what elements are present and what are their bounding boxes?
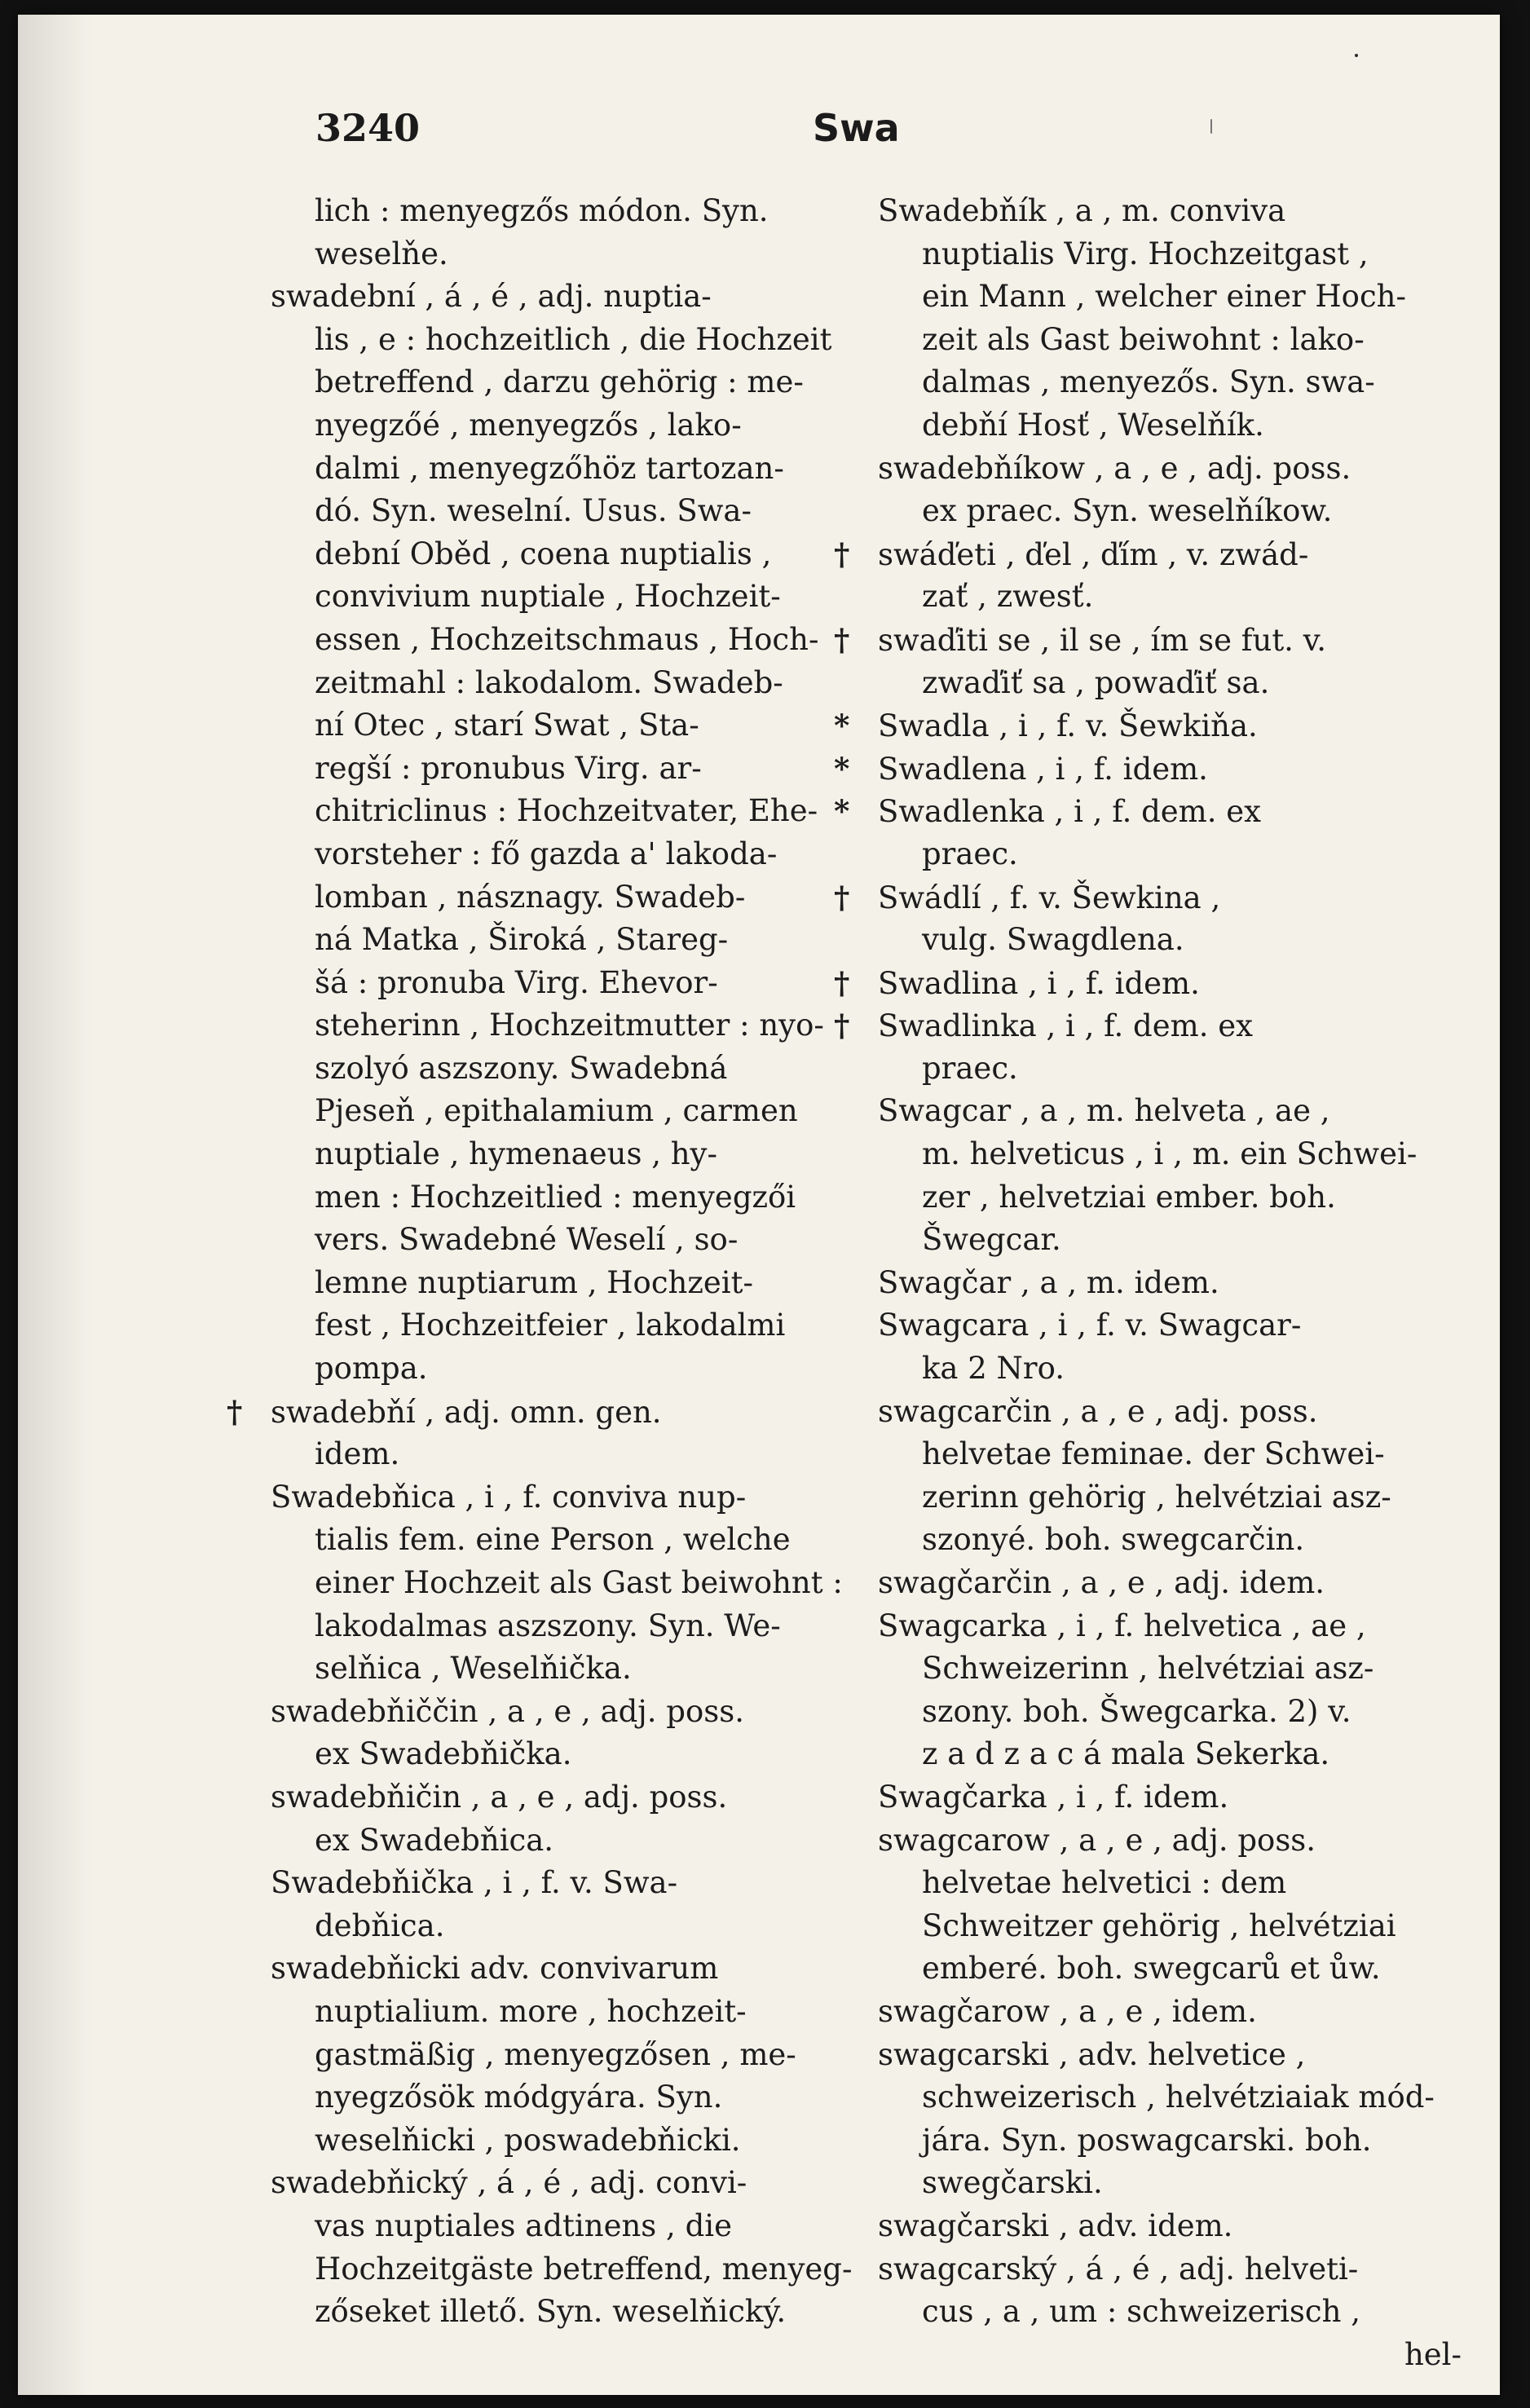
entry-text: swagcarčin , a , e , adj. poss. [878, 1393, 1318, 1429]
entry-line [878, 1905, 1465, 1948]
entry-line [271, 962, 858, 1005]
entry-text: debňí Hosť , Weselňík. [922, 407, 1264, 443]
entry-line [271, 1733, 858, 1776]
entry-line [271, 490, 858, 533]
entry-headline [271, 1947, 858, 1991]
entry-line [271, 1004, 858, 1047]
entry-text: szolyó aszszony. Swadebná [315, 1050, 728, 1086]
entry-headline [271, 2162, 858, 2205]
entry-headline [878, 1562, 1465, 1605]
entry-line [878, 1176, 1465, 1219]
entry-mark: † [834, 1008, 850, 1044]
entry-line [271, 1047, 858, 1091]
entry-line [878, 1476, 1465, 1519]
entry-text: Pjeseň , epithalamium , carmen [315, 1093, 798, 1129]
entry-text: Schweizerinn , helvétziai asz- [922, 1651, 1374, 1687]
entry-text: men : Hochzeitlied : menyegzői [315, 1179, 796, 1215]
entry-text: swadebňicki adv. convivarum [271, 1951, 719, 1987]
entry-line [878, 361, 1465, 404]
entry-text: swadebňičin , a , e , adj. poss. [271, 1779, 728, 1815]
entry-headline [878, 190, 1465, 233]
entry-text: helvetae feminae. der Schwei- [922, 1436, 1385, 1472]
entry-text: einer Hochzeit als Gast beiwohnt : [315, 1565, 843, 1600]
entry-line [271, 404, 858, 448]
entry-text: praec. [922, 1050, 1018, 1086]
entry-line [271, 1133, 858, 1176]
left-column [227, 190, 858, 2334]
ink-speck [1355, 54, 1358, 57]
entry-text: vers. Swadebné Weselí , so- [315, 1222, 739, 1258]
entry-text: Schweitzer gehörig , helvétziai [922, 1907, 1396, 1943]
entry-line [878, 919, 1465, 962]
entry-text: hel- [1404, 2336, 1462, 2372]
entry-text: Swagcara , i , f. v. Swagcar- [878, 1308, 1302, 1343]
entry-mark: † [834, 621, 850, 658]
entry-mark: † [834, 879, 850, 915]
entry-line [878, 490, 1465, 533]
entry-text: lomban , násznagy. Swadeb- [315, 879, 746, 915]
entry-text: zer , helvetziai ember. boh. [922, 1179, 1336, 1215]
entry-text: m. helveticus , i , m. ein Schwei- [922, 1136, 1418, 1172]
entry-line [878, 1519, 1465, 1562]
entry-text: Hochzeitgäste betreffend, menyeg- [315, 2251, 853, 2287]
entry-text: vas nuptiales adtinens , die [315, 2207, 732, 2243]
entry-mark: † [834, 964, 850, 1001]
entry-headline [271, 1776, 858, 1819]
entry-line [271, 1090, 858, 1133]
entry-text: ní Otec , starí Swat , Sta- [315, 708, 699, 743]
entry-text: betreffend , darzu gehörig : me- [315, 364, 804, 400]
entry-line [271, 576, 858, 619]
entry-headline [878, 1819, 1465, 1863]
entry-text: swagčarčin , a , e , adj. idem. [878, 1565, 1325, 1600]
entry-line [271, 748, 858, 791]
entry-mark: † [834, 536, 850, 572]
entry-line [271, 233, 858, 276]
entry-text: Swadla , i , f. v. Šewkiňa. [878, 708, 1258, 744]
guide-word: Swa [813, 106, 900, 150]
entry-text: szony. boh. Šwegcarka. 2) v. [922, 1693, 1351, 1729]
entry-line [878, 233, 1465, 276]
entry-text: Swadlenka , i , f. dem. ex [878, 794, 1262, 830]
entry-text: zať , zwesť. [922, 579, 1094, 615]
entry-line [271, 319, 858, 362]
entry-text: debňica. [315, 1907, 445, 1943]
entry-line [271, 919, 858, 962]
entry-text: ex praec. Syn. weselňíkow. [922, 493, 1333, 529]
dictionary-page [18, 15, 1500, 2395]
entry-text: swagcarski , adv. helvetice , [878, 2036, 1306, 2072]
entry-headline [878, 448, 1465, 491]
entry-text: ka 2 Nro. [922, 1351, 1065, 1387]
entry-line [271, 1647, 858, 1691]
entry-headline [834, 533, 1465, 576]
entry-line [878, 1862, 1465, 1905]
entry-line [271, 2119, 858, 2163]
right-column [834, 190, 1465, 2376]
entry-text: Swádlí , f. v. Šewkina , [878, 880, 1221, 915]
entry-line [878, 1133, 1465, 1176]
entry-text: swagcarow , a , e , adj. poss. [878, 1822, 1316, 1858]
entry-text: convivium nuptiale , Hochzeit- [315, 579, 781, 615]
entry-line [878, 1219, 1465, 1262]
entry-headline [878, 1605, 1465, 1648]
entry-line [271, 361, 858, 404]
entry-text: Swagčar , a , m. idem. [878, 1264, 1219, 1300]
entry-line [878, 1691, 1465, 1734]
entry-text: swadebňický , á , é , adj. convi- [271, 2165, 747, 2201]
entry-line [878, 1647, 1465, 1691]
entry-text: nuptialis Virg. Hochzeitgast , [922, 236, 1369, 271]
entry-line [878, 1433, 1465, 1476]
entry-headline [878, 1391, 1465, 1434]
entry-line [271, 190, 858, 233]
entry-text: vulg. Swagdlena. [922, 922, 1184, 958]
entry-text: z a d z a c á mala Sekerka. [922, 1736, 1330, 1772]
entry-headline [271, 1691, 858, 1734]
entry-line [271, 2034, 858, 2077]
entry-text: dó. Syn. weselní. Usus. Swa- [315, 493, 752, 529]
entry-headline [834, 748, 1465, 791]
entry-line [878, 2334, 1465, 2377]
entry-text: essen , Hochzeitschmaus , Hoch- [315, 621, 819, 657]
entry-line [878, 576, 1465, 619]
entry-text: schweizerisch , helvétziaiak mód- [922, 2079, 1435, 2115]
entry-text: šá : pronuba Virg. Ehevor- [315, 964, 718, 1000]
entry-line [271, 1304, 858, 1347]
entry-text: Swadlina , i , f. idem. [878, 965, 1200, 1001]
entry-line [271, 790, 858, 833]
entry-line [878, 2291, 1465, 2334]
entry-line [271, 533, 858, 576]
entry-mark: * [834, 750, 850, 787]
entry-text: Šwegcar. [922, 1222, 1061, 1258]
entry-text: dalmi , menyegzőhöz tartozan- [315, 450, 784, 486]
entry-text: jára. Syn. poswagcarski. boh. [922, 2122, 1372, 2158]
entry-text: Swadebňička , i , f. v. Swa- [271, 1865, 678, 1901]
entry-text: weselňicki , poswadebňicki. [315, 2122, 741, 2158]
entry-text: zeit als Gast beiwohnt : lako- [922, 321, 1365, 357]
entry-text: swadebňiččin , a , e , adj. poss. [271, 1693, 744, 1729]
entry-text: Swadebňík , a , m. conviva [878, 193, 1286, 228]
entry-headline [834, 619, 1465, 662]
entry-line [271, 2291, 858, 2334]
entry-headline [878, 2034, 1465, 2077]
entry-text: nyegzősök módgyára. Syn. [315, 2079, 723, 2115]
entry-text: Swagcarka , i , f. helvetica , ae , [878, 1608, 1366, 1643]
entry-headline [834, 962, 1465, 1005]
entry-line [271, 1605, 858, 1648]
entry-line [878, 1947, 1465, 1991]
entry-text: praec. [922, 836, 1018, 871]
entry-headline [271, 276, 858, 319]
entry-text: swaďiti se , il se , ím se fut. v. [878, 622, 1326, 658]
entry-line [271, 1176, 858, 1219]
entry-line [271, 448, 858, 491]
entry-text: szonyé. boh. swegcarčin. [922, 1522, 1305, 1558]
entry-headline [834, 704, 1465, 748]
entry-text: swadebňí , adj. omn. gen. [271, 1394, 662, 1430]
entry-headline [271, 1862, 858, 1905]
entry-headline [878, 1262, 1465, 1305]
entry-line [271, 876, 858, 920]
entry-headline [834, 876, 1465, 920]
entry-text: swagcarský , á , é , adj. helveti- [878, 2251, 1359, 2287]
entry-text: steherinn , Hochzeitmutter : nyo- [315, 1008, 824, 1043]
entry-headline [227, 1391, 858, 1434]
entry-line [878, 1047, 1465, 1091]
entry-line [878, 662, 1465, 705]
entry-mark: * [834, 708, 850, 744]
entry-line [271, 619, 858, 662]
entry-line [878, 319, 1465, 362]
entry-headline [834, 790, 1465, 833]
entry-line [878, 2119, 1465, 2163]
entry-text: Swadlinka , i , f. dem. ex [878, 1008, 1253, 1044]
entry-text: weselňe. [315, 236, 448, 271]
entry-text: regší : pronubus Virg. ar- [315, 750, 702, 786]
entry-text: dební Oběd , coena nuptialis , [315, 536, 772, 571]
entry-text: zwaďiť sa , powaďiť sa. [922, 664, 1270, 700]
entry-text: helvetae helvetici : dem [922, 1865, 1287, 1901]
entry-text: ná Matka , Široká , Stareg- [315, 922, 729, 958]
entry-text: cus , a , um : schweizerisch , [922, 2294, 1360, 2330]
entry-headline [878, 2205, 1465, 2248]
entry-line [271, 1819, 858, 1863]
entry-line [271, 833, 858, 876]
entry-text: swadební , á , é , adj. nuptia- [271, 279, 712, 315]
entry-line [271, 2248, 858, 2291]
entry-line [878, 1347, 1465, 1391]
page-number: 3240 [315, 106, 421, 150]
entry-text: gastmäßig , menyegzősen , me- [315, 2036, 796, 2072]
entry-line [878, 1733, 1465, 1776]
entry-line [271, 1991, 858, 2034]
entry-text: Swagcar , a , m. helveta , ae , [878, 1093, 1330, 1129]
entry-text: swadebňíkow , a , e , adj. poss. [878, 450, 1351, 486]
entry-mark: * [834, 793, 850, 830]
entry-line [271, 2076, 858, 2119]
entry-text: emberé. boh. swegcarů et ůw. [922, 1951, 1381, 1987]
entry-line [271, 704, 858, 748]
entry-line [878, 276, 1465, 319]
entry-line [271, 1519, 858, 1562]
entry-headline [834, 1004, 1465, 1047]
entry-headline [878, 1776, 1465, 1819]
entry-text: Swadlena , i , f. idem. [878, 751, 1208, 787]
entry-line [878, 2162, 1465, 2205]
entry-text: chitriclinus : Hochzeitvater, Ehe- [315, 793, 818, 829]
entry-line [271, 1262, 858, 1305]
entry-headline [878, 1991, 1465, 2034]
entry-text: tialis fem. eine Person , welche [315, 1522, 791, 1558]
entry-text: Swagčarka , i , f. idem. [878, 1779, 1229, 1815]
entry-text: lemne nuptiarum , Hochzeit- [315, 1264, 753, 1300]
entry-text: swagčarow , a , e , idem. [878, 1993, 1257, 2029]
entry-line [878, 404, 1465, 448]
entry-text: nyegzőé , menyegzős , lako- [315, 407, 742, 443]
entry-mark: † [227, 1393, 243, 1430]
entry-line [878, 2076, 1465, 2119]
entry-text: ex Swadebňica. [315, 1822, 554, 1858]
entry-headline [878, 1304, 1465, 1347]
entry-line [271, 1905, 858, 1948]
entry-text: lakodalmas aszszony. Syn. We- [315, 1608, 781, 1643]
entry-line [271, 662, 858, 705]
entry-headline [271, 1476, 858, 1519]
entry-text: dalmas , menyezős. Syn. swa- [922, 364, 1375, 400]
entry-line [878, 833, 1465, 876]
entry-text: zőseket illető. Syn. weselňický. [315, 2294, 787, 2330]
entry-text: swagčarski , adv. idem. [878, 2207, 1233, 2243]
entry-text: pompa. [315, 1351, 428, 1387]
entry-headline [878, 1090, 1465, 1133]
entry-text: vorsteher : fő gazda a' lakoda- [315, 836, 778, 871]
ink-speck [1210, 119, 1212, 134]
entry-text: Swadebňica , i , f. conviva nup- [271, 1479, 747, 1515]
entry-line [271, 1219, 858, 1262]
entry-line [271, 1433, 858, 1476]
entry-line [271, 1347, 858, 1391]
entry-line [271, 1562, 858, 1605]
entry-text: ein Mann , welcher einer Hoch- [922, 279, 1407, 315]
entry-text: idem. [315, 1436, 400, 1472]
entry-text: selňica , Weselňička. [315, 1651, 632, 1687]
entry-text: nuptiale , hymenaeus , hy- [315, 1136, 717, 1172]
entry-line [271, 2205, 858, 2248]
entry-headline [878, 2248, 1465, 2291]
entry-text: lis , e : hochzeitlich , die Hochzeit [315, 321, 832, 357]
gutter-shadow [18, 15, 91, 2395]
entry-text: zeitmahl : lakodalom. Swadeb- [315, 664, 783, 700]
entry-text: nuptialium. more , hochzeit- [315, 1993, 747, 2029]
entry-text: lich : menyegzős módon. Syn. [315, 193, 769, 228]
entry-text: ex Swadebňička. [315, 1736, 572, 1772]
entry-text: swegčarski. [922, 2165, 1103, 2201]
entry-text: fest , Hochzeitfeier , lakodalmi [315, 1308, 786, 1343]
entry-text: zerinn gehörig , helvétziai asz- [922, 1479, 1391, 1515]
entry-text: swáďeti , ďel , ďím , v. zwád- [878, 536, 1309, 572]
